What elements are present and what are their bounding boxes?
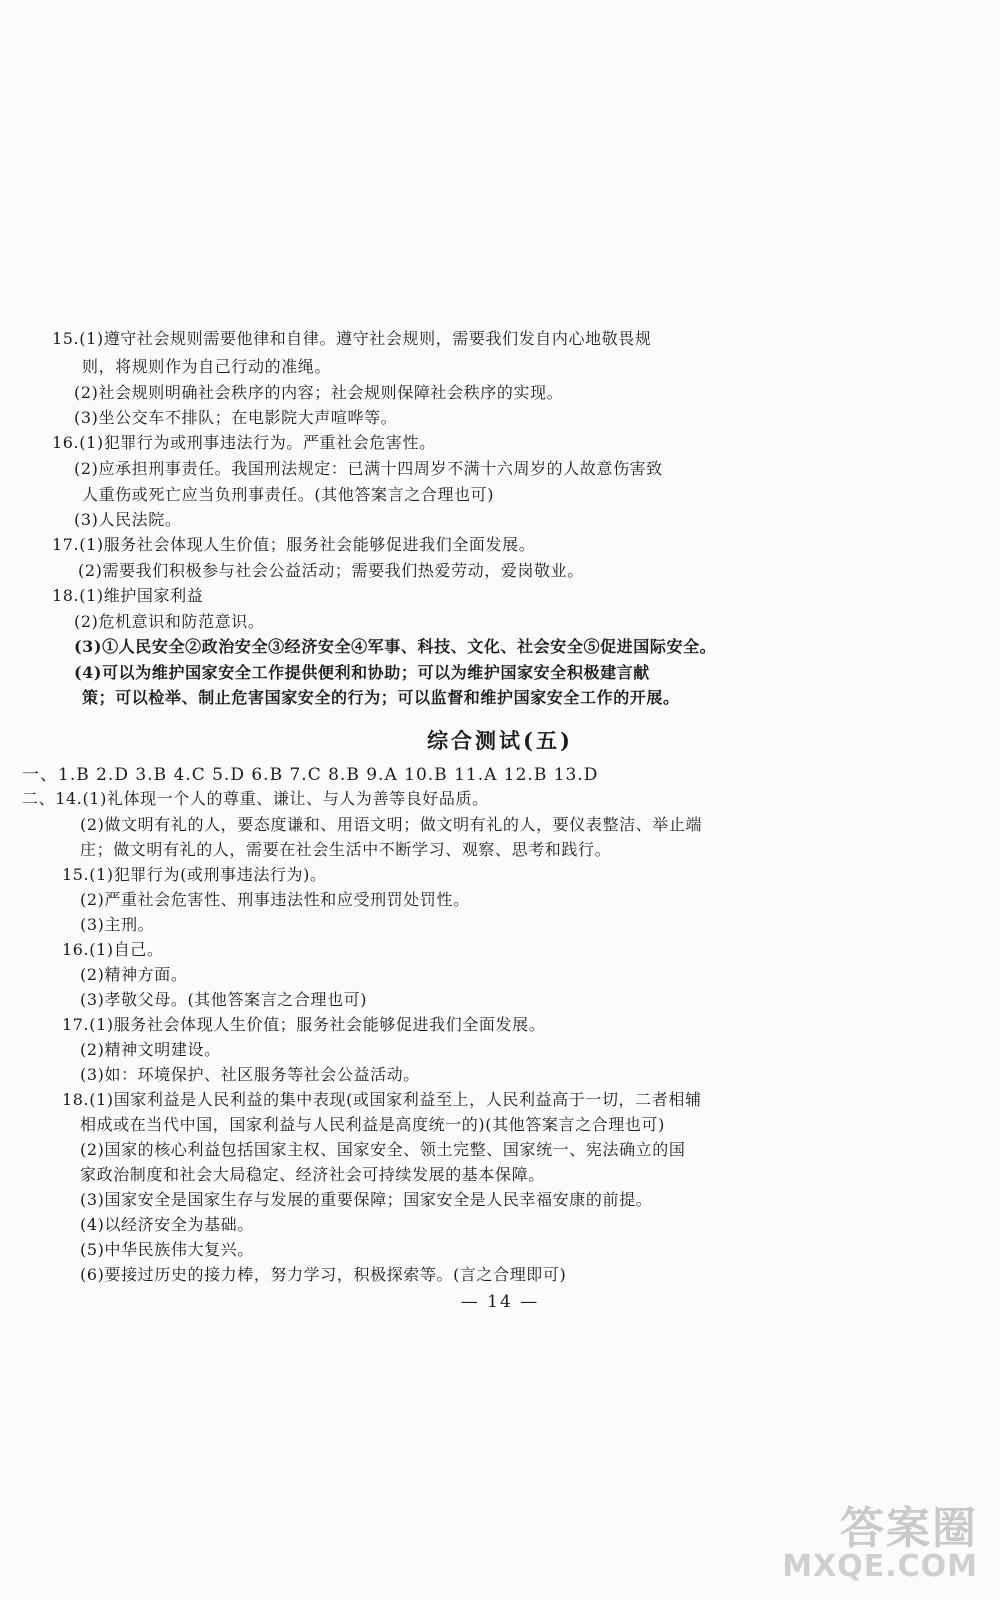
watermark: [776, 1482, 986, 1592]
answer-line: 策；可以检举、制止危害国家安全的行为；可以监督和维护国家安全工作的开展。: [82, 688, 680, 707]
answer-line: (3)孝敬父母。(其他答案言之合理也可): [80, 990, 368, 1009]
answer-line: (4)以经济安全为基础。: [80, 1215, 254, 1234]
answer-line: 人重伤或死亡应当负刑事责任。(其他答案言之合理也可): [82, 485, 495, 504]
answer-line: (3)主刑。: [80, 915, 155, 934]
answer-line: (2)精神方面。: [80, 965, 188, 984]
answer-line: 15.(1)犯罪行为(或刑事违法行为)。: [62, 865, 327, 884]
watermark-logo: 答案圈: [840, 1503, 978, 1554]
test-title: 综合测试(五): [427, 728, 573, 753]
answer-line: 庄；做文明有礼的人，需要在社会生活中不断学习、观察、思考和践行。: [80, 840, 612, 859]
answer-line: 15.(1)遵守社会规则需要他律和自律。遵守社会规则，需要我们发自内心地敬畏规: [52, 329, 652, 348]
answer-line: 18.(1)国家利益是人民利益的集中表现(或国家利益至上，人民利益高于一切，二者相辅: [62, 1090, 702, 1109]
answer-line: 相成或在当代中国，国家利益与人民利益是高度统一的)(其他答案言之合理也可): [80, 1115, 665, 1134]
answer-line: 二、14.(1)礼体现一个人的尊重、谦让、与人为善等良好品质。: [22, 789, 489, 808]
page-number: — 14 —: [460, 1292, 540, 1312]
answer-line: 则，将规则作为自己行动的准绳。: [82, 357, 332, 376]
answer-line: 家政治制度和社会大局稳定、经济社会可持续发展的基本保障。: [80, 1165, 545, 1184]
answer-line: (2)严重社会危害性、刑事违法性和应受刑罚处罚性。: [80, 890, 470, 909]
answer-line: 17.(1)服务社会体现人生价值；服务社会能够促进我们全面发展。: [62, 1015, 546, 1034]
answer-line: 17.(1)服务社会体现人生价值；服务社会能够促进我们全面发展。: [52, 535, 536, 554]
watermark-url: MXQE.COM: [782, 1549, 978, 1584]
multiple-choice-answers: 一、1.B 2.D 3.B 4.C 5.D 6.B 7.C 8.B 9.A 10.B 11.A 12.B 13.D: [22, 765, 599, 785]
answer-line: (3)坐公交车不排队；在电影院大声喧哗等。: [74, 408, 398, 427]
answer-line: (2)需要我们积极参与社会公益活动；需要我们热爱劳动，爱岗敬业。: [78, 561, 584, 580]
answer-line: (5)中华民族伟大复兴。: [80, 1240, 254, 1259]
answer-line: 16.(1)自己。: [62, 940, 164, 959]
answer-line: (2)应承担刑事责任。我国刑法规定：已满十四周岁不满十六周岁的人故意伤害致: [74, 459, 663, 478]
answer-line: (2)危机意识和防范意识。: [74, 612, 265, 631]
answer-line: (3)国家安全是国家生存与发展的重要保障；国家安全是人民幸福安康的前提。: [80, 1190, 653, 1209]
answer-line: (6)要接过历史的接力棒，努力学习，积极探索等。(言之合理即可): [80, 1265, 567, 1284]
answer-line: (3)如：环境保护、社区服务等社会公益活动。: [80, 1065, 420, 1084]
answer-line: 18.(1)维护国家利益: [52, 586, 204, 605]
answer-line: 16.(1)犯罪行为或刑事违法行为。严重社会危害性。: [52, 433, 436, 452]
answer-line: (2)精神文明建设。: [80, 1040, 221, 1059]
answer-line: (2)做文明有礼的人，要态度谦和、用语文明；做文明有礼的人，要仪表整洁、举止端: [80, 815, 703, 834]
answer-line: (3)①人民安全②政治安全③经济安全④军事、科技、文化、社会安全⑤促进国际安全。: [74, 637, 717, 656]
answer-line: (3)人民法院。: [74, 510, 182, 529]
answer-line: (4)可以为维护国家安全工作提供便利和协助；可以为维护国家安全积极建言献: [74, 663, 650, 682]
answer-line: (2)国家的核心利益包括国家主权、国家安全、领土完整、国家统一、宪法确立的国: [80, 1140, 686, 1159]
answer-line: (2)社会规则明确社会秩序的内容；社会规则保障社会秩序的实现。: [74, 383, 564, 402]
